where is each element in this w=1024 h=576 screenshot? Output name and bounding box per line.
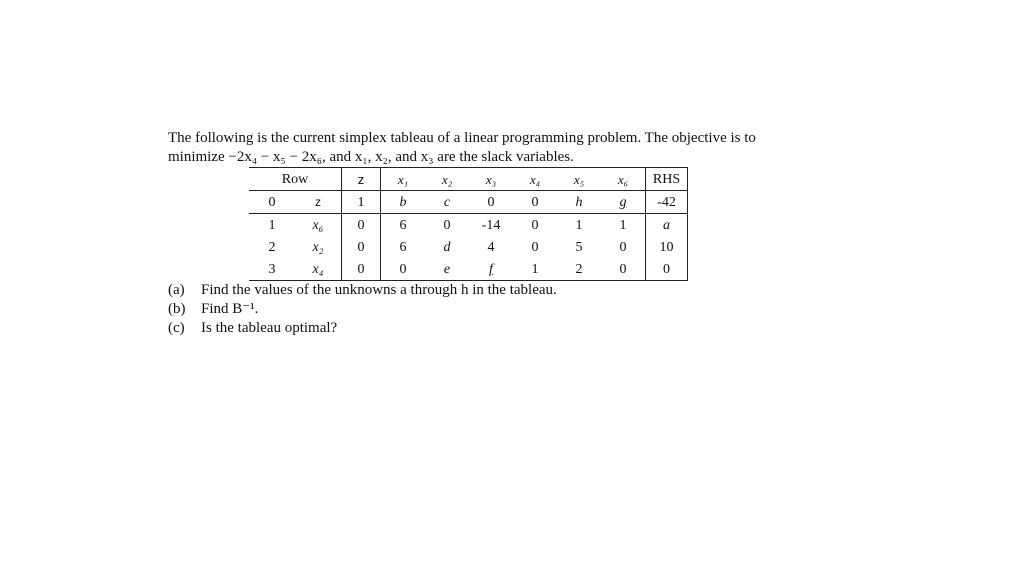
cell-x3: 4 xyxy=(487,239,495,255)
tableau-row-2 xyxy=(249,236,688,258)
question-a xyxy=(168,281,868,300)
header-row: Row xyxy=(249,168,342,191)
tableau-header-row xyxy=(249,168,688,191)
cell-z: 0 xyxy=(342,258,381,281)
header-x1: x₁ xyxy=(381,168,426,191)
question-label: (b) xyxy=(168,301,186,317)
cell-x4: 0 xyxy=(513,191,557,214)
cell-x1: 0 xyxy=(381,258,426,281)
cell-x6: 1 xyxy=(619,217,627,233)
question-label: (c) xyxy=(168,320,185,336)
header-rhs: RHS xyxy=(646,168,688,191)
intro-line-2-prefix: minimize xyxy=(168,149,229,165)
basic-variable: x₆ xyxy=(312,217,324,233)
cell-rhs: 10 xyxy=(646,236,688,258)
cell-x3: 0 xyxy=(469,191,513,214)
header-x3: x₃ xyxy=(469,168,513,191)
header-x6: x₆ xyxy=(601,168,646,191)
cell-x6: 0 xyxy=(619,239,627,255)
cell-x2: d xyxy=(443,239,451,255)
cell-x4: 0 xyxy=(531,217,539,233)
header-x4: x₄ xyxy=(513,168,557,191)
cell-rhs: -42 xyxy=(646,191,688,214)
row-number: 2 xyxy=(268,239,276,255)
cell-x5: h xyxy=(557,191,601,214)
intro-line-1: The following is the current simplex tableau of a linear programming problem. The objective is to xyxy=(168,130,756,146)
tableau-row-1 xyxy=(249,214,688,237)
question-text: Find the values of the unknowns a through h in the tableau. xyxy=(201,282,557,298)
row-number: 0 xyxy=(249,191,295,214)
basic-variable: x₄ xyxy=(295,258,342,281)
cell-x3: f xyxy=(469,258,513,281)
cell-rhs: 0 xyxy=(646,258,688,281)
slack-variables: x₁, x₂ xyxy=(354,149,388,165)
cell-x5: 5 xyxy=(575,239,583,255)
cell-x6: g xyxy=(601,191,646,214)
intro-line-2-mid: , and xyxy=(321,149,355,165)
cell-x2: c xyxy=(425,191,469,214)
cell-z: 0 xyxy=(342,236,381,258)
question-text: Is the tableau optimal? xyxy=(201,320,338,336)
cell-x3: -14 xyxy=(481,217,501,233)
header-z: z xyxy=(342,168,381,191)
cell-x1: 6 xyxy=(381,236,426,258)
tableau-row-0 xyxy=(249,191,688,214)
row-number: 3 xyxy=(249,258,295,281)
intro-line-2-suffix: are the slack variables. xyxy=(433,149,574,165)
cell-x4: 1 xyxy=(513,258,557,281)
slack-variable-3: x₃ xyxy=(420,149,434,165)
cell-x6: 0 xyxy=(601,258,646,281)
simplex-tableau xyxy=(249,167,688,281)
intro-line-2-and: , and xyxy=(387,149,421,165)
question-label: (a) xyxy=(168,282,185,298)
basic-variable: x₂ xyxy=(312,239,324,255)
header-x2: x₂ xyxy=(425,168,469,191)
cell-x1: b xyxy=(381,191,426,214)
question-text: Find B⁻¹. xyxy=(201,301,259,317)
cell-rhs: a xyxy=(646,214,688,237)
problem-statement xyxy=(168,129,868,167)
cell-x1: 6 xyxy=(381,214,426,237)
cell-x5: 1 xyxy=(575,217,583,233)
cell-x2: e xyxy=(425,258,469,281)
basic-variable: z xyxy=(295,191,342,214)
cell-z: 1 xyxy=(342,191,381,214)
question-b xyxy=(168,300,868,319)
cell-x5: 2 xyxy=(557,258,601,281)
header-x5: x₅ xyxy=(557,168,601,191)
cell-x4: 0 xyxy=(531,239,539,255)
cell-z: 0 xyxy=(342,214,381,237)
objective-expression: −2x₄ − x₅ − 2x₆ xyxy=(228,149,322,165)
question-c xyxy=(168,319,868,338)
problem-document xyxy=(168,129,868,338)
tableau-row-3 xyxy=(249,258,688,281)
question-list xyxy=(168,281,868,338)
cell-x2: 0 xyxy=(443,217,451,233)
row-number: 1 xyxy=(268,217,276,233)
